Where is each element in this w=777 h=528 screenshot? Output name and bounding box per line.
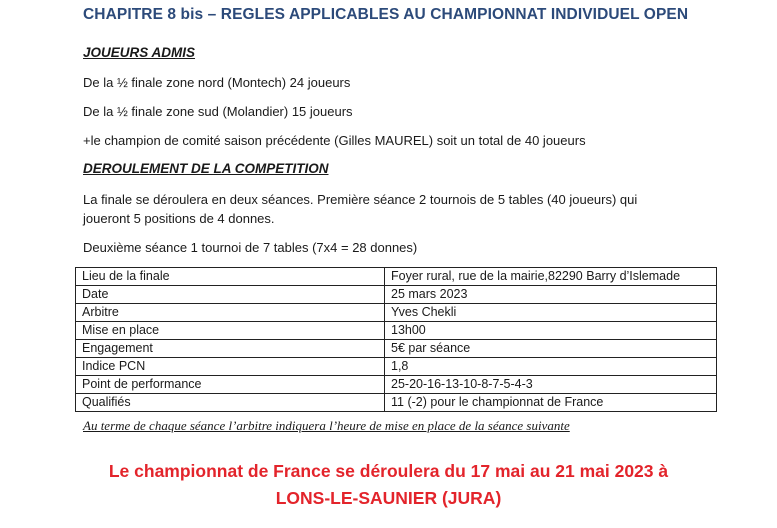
table-row	[76, 304, 717, 322]
deroulement-paragraph-line-2: joueront 5 positions de 4 donnes.	[83, 211, 275, 226]
row-label: Engagement	[76, 340, 385, 358]
table-row	[76, 286, 717, 304]
footnote: Au terme de chaque séance l’arbitre indiquera l’heure de mise en place de la séance suivante	[83, 418, 570, 433]
row-value: 13h00	[385, 322, 717, 340]
row-value: Yves Chekli	[385, 304, 717, 322]
table-row	[76, 394, 717, 412]
announcement-line-2: LONS-LE-SAUNIER (JURA)	[275, 488, 502, 508]
joueurs-admis-heading: JOUEURS ADMIS	[83, 45, 196, 60]
row-value: 11 (-2) pour le championnat de France	[385, 394, 717, 412]
row-value: 5€ par séance	[385, 340, 717, 358]
row-label: Mise en place	[76, 322, 385, 340]
info-table	[75, 267, 717, 412]
second-session-line: Deuxième séance 1 tournoi de 7 tables (7x4 = 28 donnes)	[83, 240, 418, 255]
table-row	[76, 358, 717, 376]
admitted-line-champion: +le champion de comité saison précédente (Gilles MAUREL) soit un total de 40 joueurs	[83, 133, 586, 148]
table-row	[76, 322, 717, 340]
row-value: Foyer rural, rue de la mairie,82290 Barry d’Islemade	[385, 268, 717, 286]
deroulement-paragraph-line-1: La finale se déroulera en deux séances. Première séance 2 tournois de 5 tables (40 joueurs) qui	[83, 192, 638, 207]
row-label: Arbitre	[76, 304, 385, 322]
announcement-line-1: Le championnat de France se déroulera du 17 mai au 21 mai 2023 à	[108, 461, 669, 481]
table-row	[76, 268, 717, 286]
row-value: 1,8	[385, 358, 717, 376]
deroulement-heading: DEROULEMENT DE LA COMPETITION	[83, 161, 329, 176]
row-value: 25 mars 2023	[385, 286, 717, 304]
table-row	[76, 376, 717, 394]
admitted-line-south: De la ½ finale zone sud (Molandier) 15 joueurs	[83, 104, 353, 119]
row-label: Qualifiés	[76, 394, 385, 412]
admitted-line-north: De la ½ finale zone nord (Montech) 24 joueurs	[83, 75, 351, 90]
row-value: 25-20-16-13-10-8-7-5-4-3	[385, 376, 717, 394]
row-label: Date	[76, 286, 385, 304]
chapter-title: CHAPITRE 8 bis – REGLES APPLICABLES AU CHAMPIONNAT INDIVIDUEL OPEN	[83, 6, 689, 23]
row-label: Point de performance	[76, 376, 385, 394]
row-label: Indice PCN	[76, 358, 385, 376]
row-label: Lieu de la finale	[76, 268, 385, 286]
table-row	[76, 340, 717, 358]
